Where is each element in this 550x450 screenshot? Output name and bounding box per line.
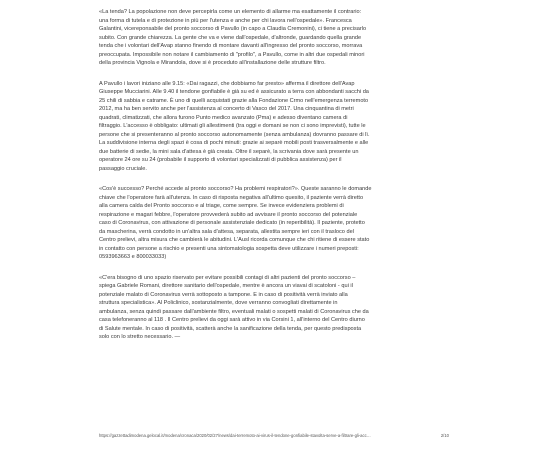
article-paragraph-2: A Pavullo i lavori iniziano alle 9.15: «Dai ragazzi, che dobbiamo far presto» afferma il direttore dell'Avap Giuseppe Mucciarini. Alle 9.40 il tendone gonfiabile è già su ed è assicurato a terra con abbondanti sacchi da 25 chili di sabbia e catrame. È uno di quelli acquistati grazie alla Fondazione Crmo nell'emergenza terremoto 2012, ma ha ben servito anche per l'assistenza al concerto di Vasco del 2017. Una cinquantina di metri quadrati, climatizzati, che allora furono Punto medico avanzato (Pma) e adesso diventano camera di filtraggio. L'accesso è obbligato: ultimati gli allestimenti (tra oggi e domani se non ci sono imprevisti), tutte le persone che si presenteranno al pronto soccorso autonomamente (senza ambulanza) dovranno passare di lì. La suddivisione interna degli spazi è cosa di pochi minuti: grazie ai separè mobili posti trasversalmente e alle due batterie di sedie, la mini sala d'attesa è già creata. Oltre il separè, la scrivania dove sarà presente un operatore 24 ore su 24 (probabile il supporto di volontari specializzati di pubblica assistenza) per il passaggio cruciale. (99, 80, 370, 172)
article-paragraph-3: «Cos'è successo? Perché accede al pronto soccorso? Ha problemi respiratori?». Queste saranno le domande chiave che l'operatore farà all'utenza. In caso di risposta negativa all'ultimo quesito, il paziente verrà diretto alla camera calda del Pronto soccorso e al triage, come sempre. Se invece evidenziera problemi di respirazione e magari febbre, l'operatore provvederà subito ad avvisare il pronto soccorso del potenziale caso di Coronavirus, con attivazione di personale assistenziale dedicato (in reperibilità). Il paziente, protetto da mascherina, verrà condotto in un'altra sala d'attesa, separata, allestita sempre ieri con il trasloco del Centro prelievi, altra misura che cambierà le abitudini. L'Ausl ricorda comunque che chi ritiene di essere stato in contatto con persone a rischio e presenti una sintomatologia sospetta deve utilizzare i numeri preposti: 0593963663 e 800033033) (99, 186, 372, 260)
footer-url[interactable]: https://gazzettadimodena.gelocal.it/modena/cronaca/2020/02/27/news/dai-terremoto-ai-virus-il-tendone-gonfiabile-stavolta-serve-a-filtrare-gli-acc… (99, 433, 371, 438)
article-paragraph-4: «C'era bisogno di uno spazio riservato per evitare possibili contagi di altri pazienti del pronto soccorso – spiega Gabriele Romani, direttore sanitario dell'ospedale, mentre è ancora un viavai di scatoloni - qui il potenziale malato di Coronavirus verrà sottoposto a tampone. E in caso di positività verrà inviato alla struttura specialistica». Al Policlinico, sostanzialmente, dove verranno convogliati direttamente in ambulanza, senza quindi passare dall'ambiente filtro, eventuali malati o sospetti malati di Coronavirus che da casa telefoneranno al 118 . Il Centro prelievi da oggi sarà attivo in via Corsini 1, all'interno del Centro diurno di Salute mentale. In caso di positività, scatterà anche la sanificazione della tenda, per questo predisposta solo con lo stretto necessario. — (99, 274, 369, 340)
print-footer (99, 433, 449, 439)
article-paragraph-1: «La tenda? La popolazione non deve percepirla come un elemento di allarme ma esattamente il contrario: una forma di tutela e di protezione in più per l'utenza e anche per chi lavora nell'ospedale». Francesca Galantini, vicereponsabile del pronto soccorso di Pavullo (in capo a Claudia Cremonini), ci tiene a precisarlo subito. Con grande chiarezza. La gente che va e viene dall'ospedale, d'altronde, guardando quella grande tenda che i volontari dell'Avap stanno finendo di montare davanti all'ingresso del pronto soccorso, morrava preoccupata. Impossibile non notare il cambiamento di "profilo", a Pavullo, come in altri due ospedali minori della provincia Vignola e Mirandola, dove si è proceduto all'installazione delle strutture filtro. (99, 9, 367, 66)
article-body (99, 8, 429, 354)
page-number: 2/10 (440, 433, 449, 438)
